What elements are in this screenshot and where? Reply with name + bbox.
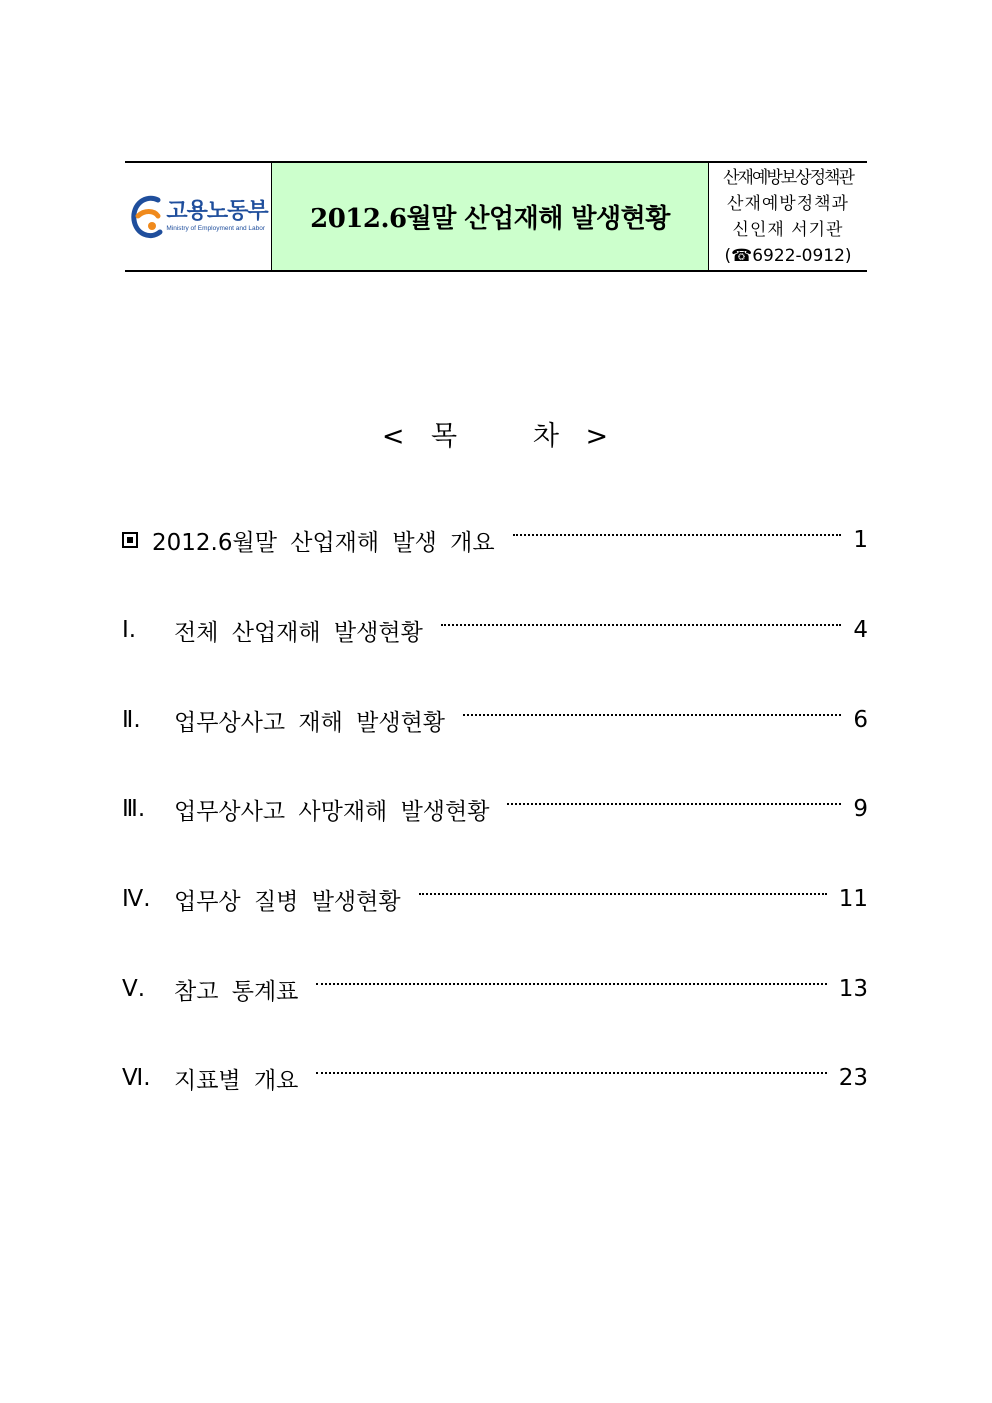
toc-item-overview[interactable] bbox=[122, 522, 868, 558]
toc-item-page: 23 bbox=[838, 1065, 868, 1091]
toc-item-page: 6 bbox=[853, 707, 868, 733]
toc-item-section-5[interactable] bbox=[122, 971, 868, 1007]
logo-cell bbox=[125, 163, 272, 270]
toc-item-label: 업무상 질병 발생현황 bbox=[174, 888, 401, 915]
toc-item-page: 4 bbox=[853, 617, 868, 643]
toc-dot-leader bbox=[463, 714, 841, 716]
toc-item-number: Ⅳ. bbox=[122, 886, 151, 912]
toc-item-section-4[interactable] bbox=[122, 881, 868, 917]
toc-dot-leader bbox=[441, 624, 842, 626]
toc-item-section-3[interactable] bbox=[122, 791, 868, 827]
contact-person: 신인재 서기관 bbox=[732, 219, 844, 240]
filled-square-bullet-icon bbox=[122, 532, 138, 548]
logo-korean-name: 고용노동부 bbox=[166, 198, 268, 224]
contact-phone: (☎6922-0912) bbox=[724, 245, 852, 266]
contact-department: 산재예방보상정책관 bbox=[723, 167, 853, 188]
logo-text bbox=[166, 198, 268, 233]
toc-item-number: Ⅱ. bbox=[122, 707, 141, 733]
logo-english-name: Ministry of Employment and Labor bbox=[166, 224, 265, 232]
toc-item-label: 전체 산업재해 발생현황 bbox=[174, 619, 423, 646]
contact-cell bbox=[709, 163, 867, 270]
contact-division: 산재예방정책과 bbox=[727, 193, 849, 214]
ministry-logo bbox=[128, 190, 267, 244]
toc-item-number: Ⅰ. bbox=[122, 617, 137, 643]
toc-item-page: 11 bbox=[838, 886, 868, 912]
toc-item-number: Ⅵ. bbox=[122, 1065, 151, 1091]
ministry-emblem-icon bbox=[128, 190, 164, 244]
toc-item-section-1[interactable] bbox=[122, 612, 868, 648]
toc-item-page: 1 bbox=[853, 527, 868, 553]
toc-dot-leader bbox=[507, 803, 841, 805]
document-title: 2012.6월말 산업재해 발생현황 bbox=[310, 204, 670, 234]
toc-item-page: 13 bbox=[838, 976, 868, 1002]
toc-item-label: 2012.6월말 산업재해 발생 개요 bbox=[152, 529, 495, 556]
title-cell bbox=[272, 163, 709, 270]
toc-dot-leader bbox=[513, 534, 842, 536]
toc-item-section-2[interactable] bbox=[122, 702, 868, 738]
toc-item-page: 9 bbox=[853, 796, 868, 822]
toc-item-number: Ⅲ. bbox=[122, 796, 146, 822]
toc-item-section-6[interactable] bbox=[122, 1060, 868, 1096]
toc-item-label: 지표별 개요 bbox=[174, 1067, 299, 1094]
toc-dot-leader bbox=[316, 1072, 826, 1074]
toc-dot-leader bbox=[316, 983, 826, 985]
toc-item-label: 업무상사고 재해 발생현황 bbox=[174, 709, 446, 736]
toc-item-label: 참고 통계표 bbox=[174, 978, 299, 1005]
toc-heading: < 목 차 > bbox=[381, 421, 611, 452]
document-header bbox=[125, 161, 867, 272]
toc-item-number: Ⅴ. bbox=[122, 976, 146, 1002]
toc-item-label: 업무상사고 사망재해 발생현황 bbox=[174, 798, 490, 825]
toc-dot-leader bbox=[419, 893, 827, 895]
